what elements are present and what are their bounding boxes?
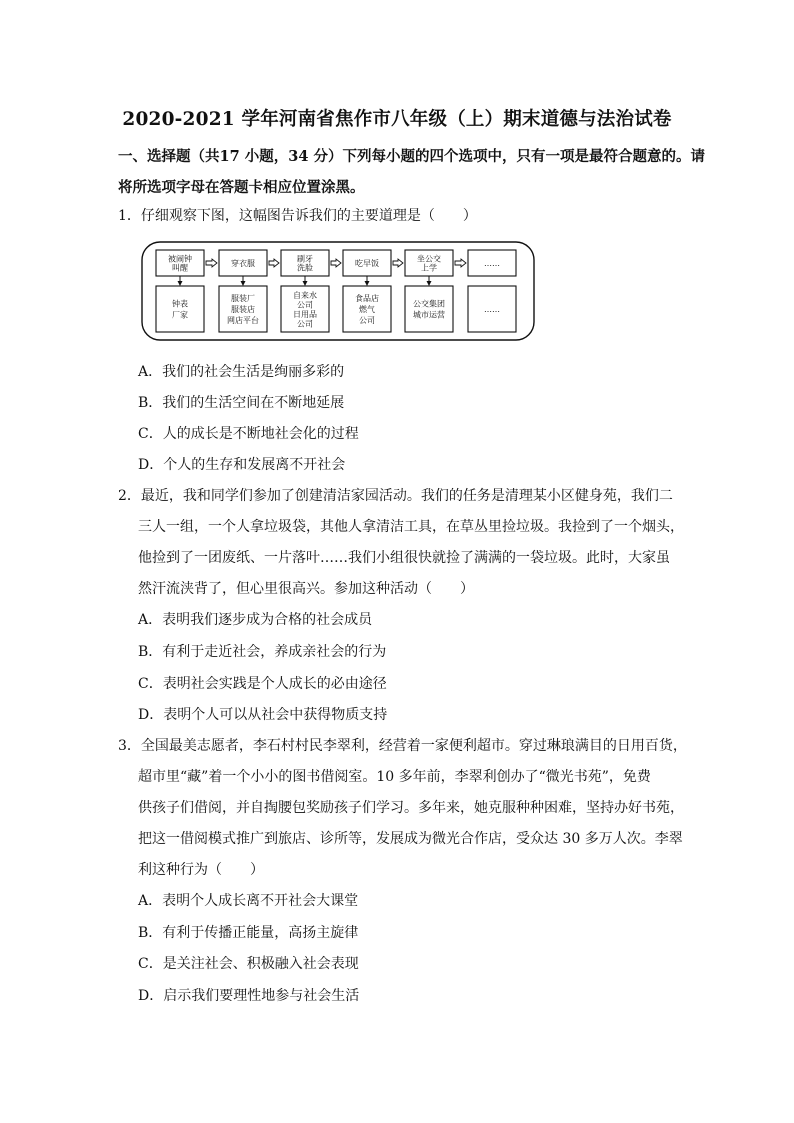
q1-diagram [140, 240, 536, 342]
q3-stem-line-1: 3．全国最美志愿者，李石村村民李翠利，经营着一家便利超市。穿过琳琅满目的日用百货， [118, 738, 687, 754]
activity-box-4-text-line-1: 上学 [421, 263, 437, 273]
diagram-content [156, 250, 516, 332]
q1-stem: 1．仔细观察下图，这幅图告诉我们的主要道理是（ ） [118, 208, 477, 224]
q2-stem-line-1: 2．最近，我和同学们参加了创建清洁家园活动。我们的任务是清理某小区健身苑，我们二 [118, 488, 673, 504]
activity-box-3-text-line-0: 吃早饭 [355, 259, 379, 268]
q3-option-a[interactable]: A．表明个人成长离不开社会大课堂 [138, 893, 359, 909]
flow-arrow-0 [206, 259, 217, 267]
provider-box-1-text-line-2: 网店平台 [227, 316, 259, 325]
q2-stem-line-4: 然汗流浃背了，但心里很高兴。参加这种活动（ ） [138, 581, 474, 597]
provider-box-4 [405, 286, 453, 332]
activity-box-2-text-line-1: 洗脸 [297, 263, 313, 273]
activity-box-0-text-line-0: 被闹钟 [168, 254, 192, 264]
q3-option-b[interactable]: B．有利于传播正能量，高扬主旋律 [138, 925, 359, 941]
q2-stem-line-3: 他捡到了一团废纸、一片落叶……我们小组很快就捡了满满的一袋垃圾。此时，大家虽 [138, 550, 670, 566]
diagram-frame [142, 242, 534, 340]
q2-option-c[interactable]: C．表明社会实践是个人成长的必由途径 [138, 676, 387, 692]
flow-arrow-4 [455, 259, 466, 267]
provider-box-1-text-line-0: 服装厂 [231, 294, 255, 303]
activity-box-4-text-line-0: 坐公交 [417, 254, 441, 264]
provider-box-5-text-line-0: …… [484, 305, 500, 314]
section-heading [118, 141, 705, 203]
section-heading-line-1: 一、选择题（共17 小题，34 分）下列每小题的四个选项中，只有一项是最符合题意的。请 [118, 148, 705, 165]
q3-stem-line-3: 供孩子们借阅，并自掏腰包奖励孩子们学习。多年来，她克服种种困难，坚持办好书苑， [138, 800, 684, 816]
down-arrowhead-4 [427, 281, 432, 286]
provider-box-4-text-line-1: 城市运营 [413, 310, 445, 320]
activity-box-2-text-line-0: 刷牙 [297, 254, 313, 264]
down-arrowhead-3 [365, 281, 370, 286]
provider-box-4-text-line-0: 公交集团 [413, 299, 445, 309]
provider-box-2-text-line-1: 公司 [297, 300, 313, 310]
q3-stem-line-5: 利这种行为（ ） [138, 862, 264, 878]
provider-box-2-text-line-2: 日用品 [293, 309, 317, 319]
provider-box-0-text-line-1: 厂家 [172, 310, 188, 320]
q3-stem-line-4: 把这一借阅模式推广到旅店、诊所等，发展成为微光合作店，受众达 30 多万人次。李翠 [138, 831, 683, 847]
q1-option-d[interactable]: D．个人的生存和发展离不开社会 [138, 457, 346, 473]
q3-option-d[interactable]: D．启示我们要理性地参与社会生活 [138, 988, 360, 1004]
q2-option-d[interactable]: D．表明个人可以从社会中获得物质支持 [138, 707, 388, 723]
q2-stem-line-2: 三人一组，一个人拿垃圾袋，其他人拿清洁工具，在草丛里捡垃圾。我捡到了一个烟头， [138, 519, 684, 535]
down-arrowhead-0 [178, 281, 183, 286]
provider-box-1-text-line-1: 服装店 [231, 305, 255, 314]
q2-option-a[interactable]: A．表明我们逐步成为合格的社会成员 [138, 612, 373, 628]
provider-box-0 [156, 286, 204, 332]
q1-option-c[interactable]: C．人的成长是不断地社会化的过程 [138, 426, 359, 442]
activity-box-5-text-line-0: …… [484, 259, 500, 268]
q3-stem-line-2: 超市里“藏”着一个小小的图书借阅室。10 多年前，李翠利创办了“微光书苑”，免费 [138, 769, 651, 785]
provider-box-3-text-line-1: 燃气 [359, 305, 375, 314]
flow-arrow-3 [393, 259, 403, 267]
down-arrowhead-1 [241, 281, 246, 286]
provider-box-2-text-line-0: 自来水 [293, 290, 317, 300]
q3-option-c[interactable]: C．是关注社会、积极融入社会表现 [138, 956, 359, 972]
flow-arrow-1 [269, 259, 279, 267]
flow-arrow-2 [331, 259, 341, 267]
provider-box-3-text-line-2: 公司 [359, 316, 375, 325]
provider-box-0-text-line-0: 钟表 [172, 299, 188, 309]
activity-box-1-text-line-0: 穿衣服 [231, 259, 255, 268]
provider-box-3-text-line-0: 食品店 [355, 294, 379, 303]
provider-box-2-text-line-3: 公司 [297, 319, 313, 329]
q1-option-b[interactable]: B．我们的生活空间在不断地延展 [138, 395, 345, 411]
down-arrowhead-2 [303, 281, 308, 286]
section-heading-line-2: 将所选项字母在答题卡相应位置涂黑。 [118, 179, 365, 196]
q2-option-b[interactable]: B．有利于走近社会，养成亲社会的行为 [138, 644, 387, 660]
page-title: 2020-2021 学年河南省焦作市八年级（上）期末道德与法治试卷 [122, 109, 672, 130]
q1-option-a[interactable]: A．我们的社会生活是绚丽多彩的 [138, 364, 345, 380]
activity-box-0-text-line-1: 叫醒 [172, 263, 188, 273]
